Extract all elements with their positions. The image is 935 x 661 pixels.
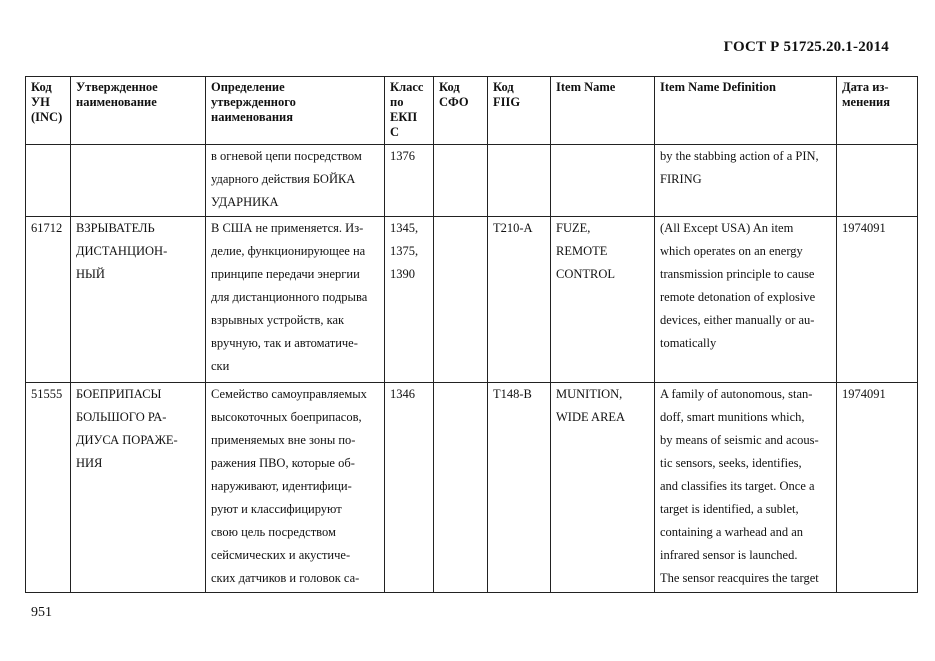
definition-cell: [206, 217, 385, 383]
fiig-cell: [488, 217, 551, 383]
cell-line: 1974091: [842, 221, 886, 235]
cell-line: делие, функционирующее на: [211, 244, 366, 258]
table-row: [26, 383, 918, 593]
cell-line: containing a warhead and an: [660, 525, 803, 539]
cell-line: принципе передачи энергии: [211, 267, 360, 281]
header-line: Item Name: [556, 80, 616, 94]
header-line: Код: [493, 80, 514, 94]
cell-line: T148-B: [493, 387, 532, 401]
cell-line: FUZE,: [556, 221, 591, 235]
header-line: Класс: [390, 80, 424, 94]
fiig-cell: [488, 145, 551, 217]
cell-line: 1346: [390, 387, 415, 401]
table-row: [26, 217, 918, 383]
header-line: УН: [31, 95, 50, 109]
header-item-name: [551, 77, 655, 145]
header-line: менения: [842, 95, 890, 109]
cell-line: высокоточных боеприпасов,: [211, 410, 362, 424]
cell-line: target is identified, a sublet,: [660, 502, 799, 516]
cell-line: применяемых вне зоны по-: [211, 433, 356, 447]
cell-line: 61712: [31, 221, 63, 235]
header-item-definition: [655, 77, 837, 145]
cell-line: The sensor reacquires the target: [660, 571, 819, 585]
inc-cell: [26, 383, 71, 593]
cell-line: НИЯ: [76, 456, 103, 470]
approved-name-cell: [71, 217, 206, 383]
definition-cell: [206, 383, 385, 593]
cell-line: REMOTE: [556, 244, 608, 258]
cell-line: CONTROL: [556, 267, 616, 281]
header-line: Дата из-: [842, 80, 889, 94]
item-definition-cell: [655, 217, 837, 383]
header-line: С: [390, 125, 400, 139]
cell-line: 1376: [390, 149, 415, 163]
header-line: утвержденного: [211, 95, 296, 109]
cell-line: вручную, так и автоматиче-: [211, 336, 358, 350]
header-line: Item Name Definition: [660, 80, 776, 94]
sfo-cell: [434, 145, 488, 217]
class-cell: [385, 383, 434, 593]
cell-line: which operates on an energy: [660, 244, 803, 258]
header-definition: [206, 77, 385, 145]
cell-line: FIRING: [660, 172, 702, 186]
header-fiig: [488, 77, 551, 145]
cell-line: infrared sensor is launched.: [660, 548, 798, 562]
cell-line: 1390: [390, 267, 415, 281]
cell-line: ски: [211, 359, 230, 373]
cell-line: наруживают, идентифици-: [211, 479, 352, 493]
header-line: Утвержденное: [76, 80, 158, 94]
approved-name-cell: [71, 145, 206, 217]
cell-line: в огневой цепи посредством: [211, 149, 362, 163]
change-date-cell: [837, 383, 918, 593]
table-row: [26, 145, 918, 217]
approved-name-cell: [71, 383, 206, 593]
item-definition-cell: [655, 383, 837, 593]
cell-line: tic sensors, seeks, identifies,: [660, 456, 802, 470]
cell-line: 1974091: [842, 387, 886, 401]
item-definition-cell: [655, 145, 837, 217]
page-number: 951: [31, 605, 52, 620]
sfo-cell: [434, 217, 488, 383]
cell-line: сейсмических и акустиче-: [211, 548, 351, 562]
cell-line: В США не применяется. Из-: [211, 221, 364, 235]
class-cell: [385, 217, 434, 383]
cell-line: ударного действия БОЙКА: [211, 172, 356, 186]
item-name-cell: [551, 217, 655, 383]
inc-cell: [26, 217, 71, 383]
sfo-cell: [434, 383, 488, 593]
header-class: [385, 77, 434, 145]
cell-line: remote detonation of explosive: [660, 290, 816, 304]
item-name-cell: [551, 383, 655, 593]
cell-line: 51555: [31, 387, 63, 401]
cell-line: ражения ПВО, которые об-: [211, 456, 355, 470]
cell-line: MUNITION,: [556, 387, 623, 401]
header-inc: [26, 77, 71, 145]
cell-line: A family of autonomous, stan-: [660, 387, 813, 401]
header-sfo: [434, 77, 488, 145]
cell-line: and classifies its target. Once a: [660, 479, 815, 493]
table-body: [26, 145, 918, 593]
header-line: Код: [439, 80, 460, 94]
cell-line: Семейство самоуправляемых: [211, 387, 367, 401]
cell-line: T210-A: [493, 221, 533, 235]
cell-line: БОЛЬШОГО РА-: [76, 410, 167, 424]
header-line: ЕКП: [390, 110, 418, 124]
cell-line: БОЕПРИПАСЫ: [76, 387, 162, 401]
cell-line: by the stabbing action of a PIN,: [660, 149, 819, 163]
header-line: FIIG: [493, 95, 521, 109]
cell-line: by means of seismic and acous-: [660, 433, 819, 447]
cell-line: НЫЙ: [76, 267, 105, 281]
cell-line: взрывных устройств, как: [211, 313, 345, 327]
cell-line: (All Except USA) An item: [660, 221, 794, 235]
header-approved-name: [71, 77, 206, 145]
header-line: Код: [31, 80, 52, 94]
cell-line: ских датчиков и головок са-: [211, 571, 360, 585]
cell-line: doff, smart munitions which,: [660, 410, 805, 424]
header-line: Определение: [211, 80, 285, 94]
cell-line: свою цель посредством: [211, 525, 336, 539]
header-line: СФО: [439, 95, 469, 109]
class-cell: [385, 145, 434, 217]
cell-line: devices, either manually or au-: [660, 313, 815, 327]
cell-line: ДИУСА ПОРАЖЕ-: [76, 433, 178, 447]
header-row: [26, 77, 918, 145]
cell-line: руют и классифицируют: [211, 502, 342, 516]
document-code: ГОСТ Р 51725.20.1-2014: [723, 39, 889, 55]
cell-line: ДИСТАНЦИОН-: [76, 244, 168, 258]
header-change-date: [837, 77, 918, 145]
item-name-cell: [551, 145, 655, 217]
change-date-cell: [837, 145, 918, 217]
cell-line: 1375,: [390, 244, 419, 258]
header-line: наименования: [211, 110, 294, 124]
inc-cell: [26, 145, 71, 217]
cell-line: tomatically: [660, 336, 717, 350]
cell-line: transmission principle to cause: [660, 267, 815, 281]
fiig-cell: [488, 383, 551, 593]
cell-line: ВЗРЫВАТЕЛЬ: [76, 221, 155, 235]
header-line: (INC): [31, 110, 63, 124]
catalog-table: [25, 76, 918, 593]
cell-line: для дистанционного подрыва: [211, 290, 368, 304]
header-line: по: [390, 95, 404, 109]
header-line: наименование: [76, 95, 157, 109]
change-date-cell: [837, 217, 918, 383]
cell-line: 1345,: [390, 221, 419, 235]
cell-line: УДАРНИКА: [211, 195, 279, 209]
cell-line: WIDE AREA: [556, 410, 626, 424]
definition-cell: [206, 145, 385, 217]
